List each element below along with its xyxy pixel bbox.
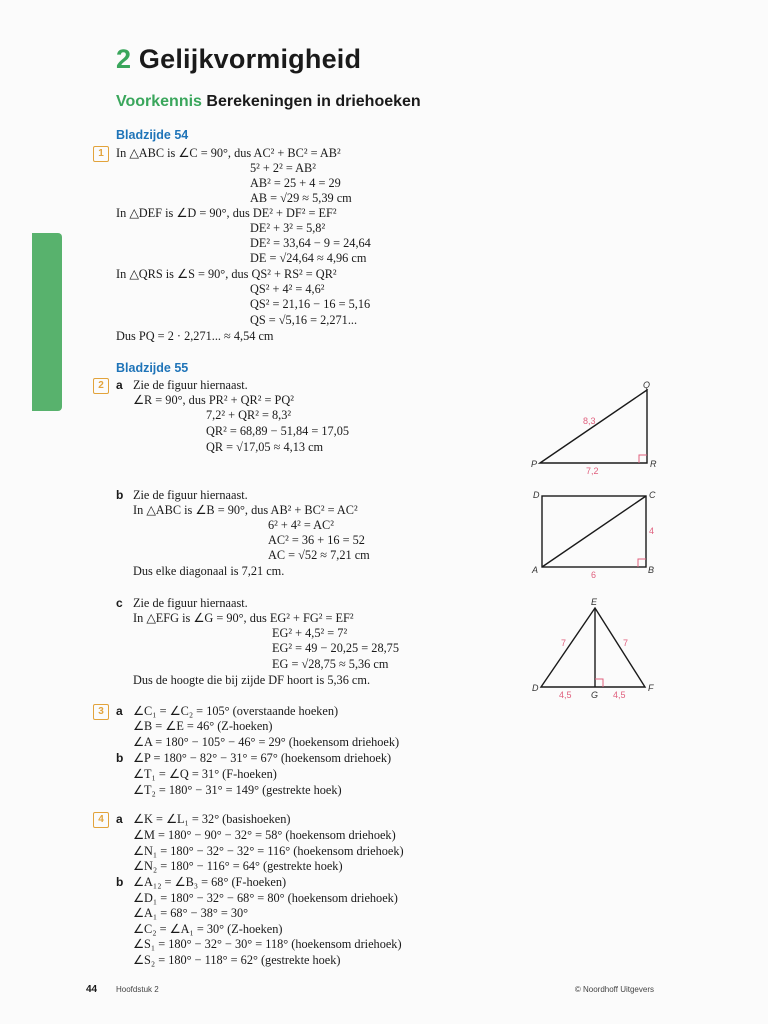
question-number-3: 3 (93, 704, 109, 720)
answer-line: ∠T₂ = 180° − 31° = 149° (gestrekte hoek) (133, 783, 342, 797)
section-heading (116, 93, 421, 111)
figure-rectangle-abcd (528, 486, 664, 582)
chapter-title (116, 44, 361, 75)
subquestion-label: a (116, 704, 123, 718)
answer-line: ∠A = 180° − 105° − 46° = 29° (hoekensom driehoek) (133, 735, 400, 749)
question-number-4: 4 (93, 812, 109, 828)
vertex-label: B (648, 565, 655, 575)
vertex-label: D (532, 683, 539, 693)
answer-line: ∠R = 90°, dus PR² + QR² = PQ² (133, 393, 294, 407)
answer-line: 5² + 2² = AB² (250, 161, 316, 175)
vertex-label: G (591, 690, 599, 700)
answer-line: ∠S₁ = 180° − 32° − 30° = 118° (hoekensom driehoek) (133, 937, 402, 951)
answer-line: ∠K = ∠L₁ = 32° (basishoeken) (133, 812, 291, 826)
side-length-label: 8,3 (583, 416, 596, 426)
answer-line: ∠D₁ = 180° − 32° − 68° = 80° (hoekensom driehoek) (133, 891, 398, 905)
answer-line: DE² + 3² = 5,8² (250, 221, 326, 235)
triangle-pqr (540, 390, 647, 463)
answer-line: In △EFG is ∠G = 90°, dus EG² + FG² = EF² (133, 611, 354, 625)
question-number-1: 1 (93, 146, 109, 162)
answer-line: ∠C₁ = ∠C₂ = 105° (overstaande hoeken) (133, 704, 339, 718)
right-angle-mark (638, 559, 646, 567)
section-label: Voorkennis (116, 93, 202, 110)
vertex-label: D (533, 490, 540, 500)
answer-line: EG² + 4,5² = 7² (272, 626, 348, 640)
answer-line: Dus elke diagonaal is 7,21 cm. (133, 564, 285, 578)
answer-line: ∠C₂ = ∠A₁ = 30° (Z-hoeken) (133, 922, 283, 936)
vertex-label: R (650, 459, 657, 469)
right-angle-mark (595, 679, 603, 687)
side-length-label: 7,2 (586, 466, 599, 476)
answer-line: Zie de figuur hiernaast. (133, 488, 248, 502)
subquestion-label: b (116, 875, 124, 889)
side-length-label: 6 (591, 570, 597, 580)
subquestion-label: a (116, 812, 123, 826)
answer-line: ∠A₁ = 68° − 38° = 30° (133, 906, 249, 920)
answer-line: EG = √28,75 ≈ 5,36 cm (272, 657, 389, 671)
answer-line: 6² + 4² = AC² (268, 518, 334, 532)
page-number: 44 (86, 984, 98, 995)
vertex-label: E (591, 597, 598, 607)
chapter-number: 2 (116, 44, 132, 74)
answer-line: ∠P = 180° − 82° − 31° = 67° (hoekensom driehoek) (133, 751, 392, 765)
triangle-def (541, 608, 645, 687)
question-number-2: 2 (93, 378, 109, 394)
answer-line: ∠S₂ = 180° − 118° = 62° (gestrekte hoek) (133, 953, 341, 967)
side-length-label: 7 (561, 638, 567, 648)
vertex-label: A (532, 565, 539, 575)
side-length-label: 7 (623, 638, 629, 648)
answer-line: DE² = 33,64 − 9 = 24,64 (250, 236, 371, 250)
side-length-label: 4 (649, 526, 655, 536)
side-length-label: 4,5 (613, 690, 626, 700)
subquestion-label: a (116, 378, 123, 392)
answer-line: AC² = 36 + 16 = 52 (268, 533, 365, 547)
chapter-side-tab (32, 233, 62, 411)
page-ref-55: Bladzijde 55 (116, 361, 189, 375)
answer-line: DE = √24,64 ≈ 4,96 cm (250, 251, 367, 265)
vertex-label: C (649, 490, 656, 500)
answer-line: 7,2² + QR² = 8,3² (206, 408, 292, 422)
answer-line: In △DEF is ∠D = 90°, dus DE² + DF² = EF² (116, 206, 337, 220)
answer-line: ∠N₂ = 180° − 116° = 64° (gestrekte hoek) (133, 859, 343, 873)
figure-triangle-pqr (528, 378, 664, 478)
answer-line: Dus de hoogte die bij zijde DF hoort is 5,36 cm. (133, 673, 371, 687)
answer-line: ∠A₁₂ = ∠B₃ = 68° (F-hoeken) (133, 875, 287, 889)
answer-line: Zie de figuur hiernaast. (133, 596, 248, 610)
answer-line: QS² = 21,16 − 16 = 5,16 (250, 297, 371, 311)
answer-line: AC = √52 ≈ 7,21 cm (268, 548, 370, 562)
subquestion-label: b (116, 488, 124, 502)
vertex-label: F (648, 683, 654, 693)
answer-line: QR² = 68,89 − 51,84 = 17,05 (206, 424, 350, 438)
footer-copyright: © Noordhoff Uitgevers (574, 985, 654, 994)
diagonal-ac (542, 496, 646, 567)
answer-line: Dus PQ = 2 · 2,271... ≈ 4,54 cm (116, 329, 274, 343)
subquestion-label: c (116, 596, 123, 610)
subquestion-label: b (116, 751, 124, 765)
answer-line: In △ABC is ∠C = 90°, dus AC² + BC² = AB² (116, 146, 341, 160)
side-length-label: 4,5 (559, 690, 572, 700)
answer-line: ∠T₁ = ∠Q = 31° (F-hoeken) (133, 767, 277, 781)
vertex-label: P (531, 459, 538, 469)
footer-chapter: Hoofdstuk 2 (116, 985, 159, 994)
answer-line: In △ABC is ∠B = 90°, dus AB² + BC² = AC² (133, 503, 358, 517)
answer-line: In △QRS is ∠S = 90°, dus QS² + RS² = QR² (116, 267, 337, 281)
answer-line: AB² = 25 + 4 = 29 (250, 176, 341, 190)
answer-line: AB = √29 ≈ 5,39 cm (250, 191, 352, 205)
answer-line: Zie de figuur hiernaast. (133, 378, 248, 392)
answer-line: ∠N₁ = 180° − 32° − 32° = 116° (hoekensom driehoek) (133, 844, 404, 858)
vertex-label: Q (643, 380, 651, 390)
section-title: Berekeningen in driehoeken (206, 93, 421, 110)
figure-triangle-def (528, 594, 664, 704)
page-ref-54: Bladzijde 54 (116, 128, 189, 142)
answer-line: QS = √5,16 = 2,271... (250, 313, 358, 327)
answer-line: QR = √17,05 ≈ 4,13 cm (206, 440, 324, 454)
answer-line: QS² + 4² = 4,6² (250, 282, 325, 296)
chapter-title-text: Gelijkvormigheid (138, 44, 362, 74)
answer-line: ∠M = 180° − 90° − 32° = 58° (hoekensom driehoek) (133, 828, 396, 842)
answer-line: EG² = 49 − 20,25 = 28,75 (272, 641, 399, 655)
answer-line: ∠B = ∠E = 46° (Z-hoeken) (133, 719, 273, 733)
right-angle-mark (639, 455, 647, 463)
